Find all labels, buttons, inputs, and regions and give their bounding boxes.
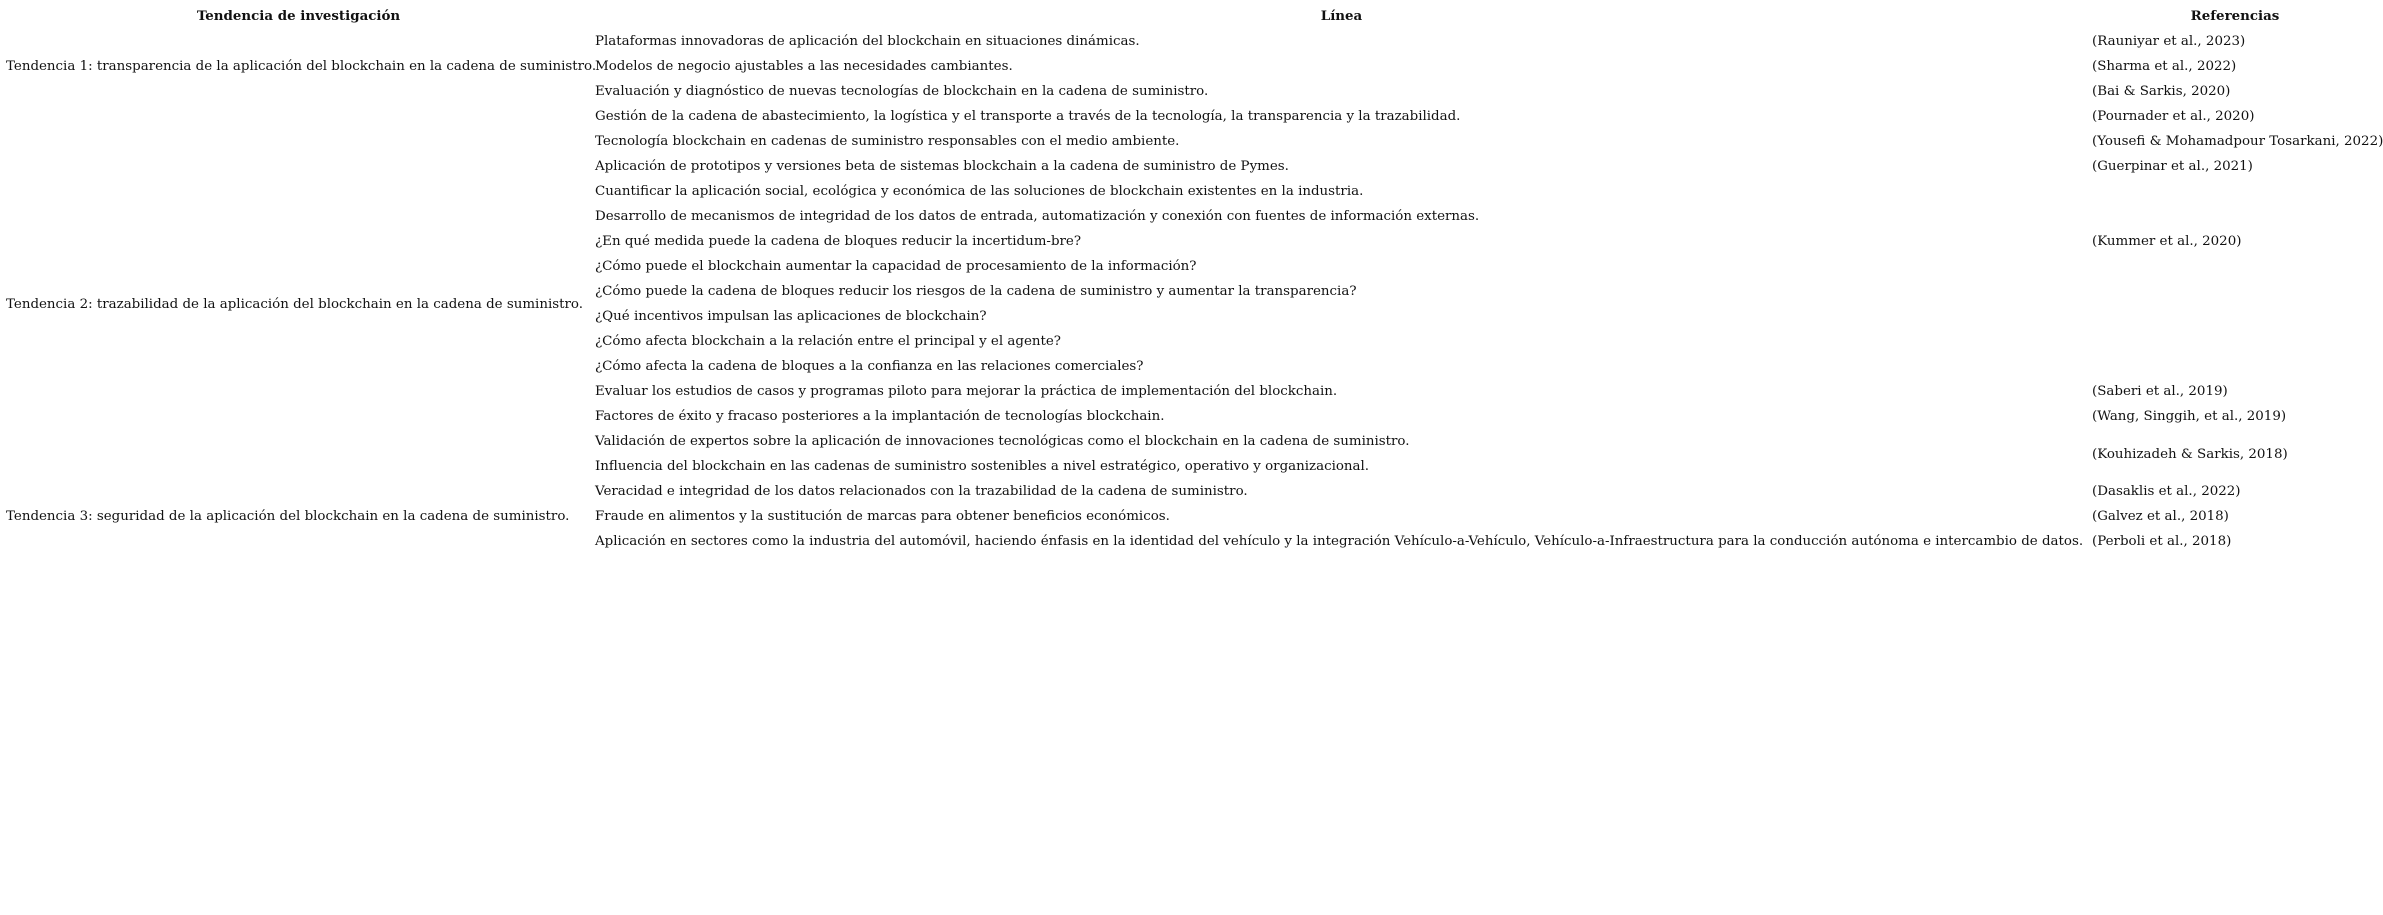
trend-cell-empty: [4, 379, 593, 404]
line-cell: Validación de expertos sobre la aplicación de innovaciones tecnológicas como el blockchain en la cadena de suministro.: [595, 434, 1410, 449]
reference-cell: (Sharma et al., 2022): [2092, 59, 2237, 74]
table-row: [4, 154, 2380, 179]
line-cell: Veracidad e integridad de los datos relacionados con la trazabilidad de la cadena de suministro.: [595, 484, 1248, 499]
line-cell: ¿Cómo puede la cadena de bloques reducir los riesgos de la cadena de suministro y aumentar la transparencia?: [595, 284, 1357, 299]
line-cell: Desarrollo de mecanismos de integridad de los datos de entrada, automatización y conexión con fuentes de información externas.: [595, 209, 1480, 224]
line-cell: Evaluar los estudios de casos y programas piloto para mejorar la práctica de implementación del blockchain.: [595, 384, 1338, 399]
table-row: [4, 29, 2380, 54]
line-cell: Cuantificar la aplicación social, ecológica y económica de las soluciones de blockchain existentes en la industria.: [595, 184, 1364, 199]
reference-cell-empty: [2090, 304, 2380, 329]
line-cell: ¿En qué medida puede la cadena de bloques reducir la incertidum-bre?: [595, 234, 1082, 249]
line-cell: Tecnología blockchain en cadenas de suministro responsables con el medio ambiente.: [595, 134, 1180, 149]
line-cell: ¿Qué incentivos impulsan las aplicaciones de blockchain?: [595, 309, 987, 324]
reference-cell-empty: [2090, 179, 2380, 204]
table-row: [4, 204, 2380, 229]
table-row: [4, 104, 2380, 129]
line-cell: Gestión de la cadena de abastecimiento, la logística y el transporte a través de la tecnología, la transparencia y la trazabilidad.: [595, 109, 1461, 124]
reference-cell: (Rauniyar et al., 2023): [2092, 34, 2246, 49]
table-row: [4, 404, 2380, 429]
reference-cell: (Kummer et al., 2020): [2092, 234, 2242, 249]
trend-cell-empty: [4, 204, 593, 229]
reference-cell-empty: [2090, 204, 2380, 229]
reference-cell-empty: [2090, 279, 2380, 304]
trend-cell-empty: [4, 429, 593, 454]
header-trend: Tendencia de investigación: [196, 8, 401, 24]
line-cell: Fraude en alimentos y la sustitución de marcas para obtener beneficios económicos.: [595, 509, 1170, 524]
table-row: [4, 379, 2380, 404]
reference-cell: (Bai & Sarkis, 2020): [2092, 84, 2231, 99]
line-cell: Aplicación en sectores como la industria del automóvil, haciendo énfasis en la identidad del vehículo y la integración Vehículo-a-Vehículo, Vehículo-a-Infraestructura para la conducción autónoma e intercambio de datos.: [595, 534, 2084, 549]
line-cell: ¿Cómo afecta la cadena de bloques a la confianza en las relaciones comerciales?: [595, 359, 1144, 374]
trend-cell-empty: [4, 404, 593, 429]
reference-cell: (Wang, Singgih, et al., 2019): [2092, 409, 2287, 424]
reference-cell-empty: [2090, 354, 2380, 379]
reference-cell: (Dasaklis et al., 2022): [2092, 484, 2241, 499]
trend-cell-empty: [4, 129, 593, 154]
line-cell: Influencia del blockchain en las cadenas de suministro sostenibles a nivel estratégico, operativo y organizacional.: [595, 459, 1370, 474]
trend-cell-empty: [4, 179, 593, 204]
line-cell: Modelos de negocio ajustables a las necesidades cambiantes.: [595, 59, 1013, 74]
trend-cell: Tendencia 1: transparencia de la aplicación del blockchain en la cadena de suministro.: [6, 59, 597, 74]
trend-cell-empty: [4, 104, 593, 129]
reference-cell: (Yousefi & Mohamadpour Tosarkani, 2022): [2092, 134, 2383, 149]
line-cell: Aplicación de prototipos y versiones beta de sistemas blockchain a la cadena de suministro de Pymes.: [595, 159, 1289, 174]
reference-cell-empty: [2090, 329, 2380, 354]
reference-cell: (Pournader et al., 2020): [2092, 109, 2255, 124]
table-row: [4, 129, 2380, 154]
reference-cell-empty: [2090, 254, 2380, 279]
table-row: [4, 454, 2380, 479]
trend-cell-empty: [4, 154, 593, 179]
table-row: [4, 229, 2380, 254]
trend-cell: Tendencia 3: seguridad de la aplicación del blockchain en la cadena de suministro.: [6, 509, 570, 524]
trend-cell: Tendencia 2: trazabilidad de la aplicación del blockchain en la cadena de suministro.: [6, 296, 583, 312]
trend-cell-empty: [4, 454, 593, 479]
research-trends-table: [4, 4, 2383, 554]
reference-cell: (Kouhizadeh & Sarkis, 2018): [2092, 446, 2288, 462]
header-row: [4, 4, 2380, 29]
line-cell: Plataformas innovadoras de aplicación del blockchain en situaciones dinámicas.: [595, 34, 1140, 49]
reference-cell: (Saberi et al., 2019): [2092, 384, 2228, 399]
reference-cell: (Perboli et al., 2018): [2092, 534, 2232, 549]
line-cell: Evaluación y diagnóstico de nuevas tecnologías de blockchain en la cadena de suministro.: [595, 84, 1209, 99]
reference-cell: (Guerpinar et al., 2021): [2092, 159, 2253, 174]
header-references: Referencias: [2190, 8, 2280, 24]
line-cell: Factores de éxito y fracaso posteriores a la implantación de tecnologías blockchain.: [595, 409, 1165, 424]
header-line: Línea: [1320, 8, 1363, 24]
table-row: [4, 429, 2380, 454]
line-cell: ¿Cómo afecta blockchain a la relación entre el principal y el agente?: [595, 334, 1061, 349]
table-row: [4, 179, 2380, 204]
table-row: [4, 479, 2380, 504]
reference-cell: (Galvez et al., 2018): [2092, 509, 2229, 524]
line-cell: ¿Cómo puede el blockchain aumentar la capacidad de procesamiento de la información?: [595, 259, 1197, 274]
